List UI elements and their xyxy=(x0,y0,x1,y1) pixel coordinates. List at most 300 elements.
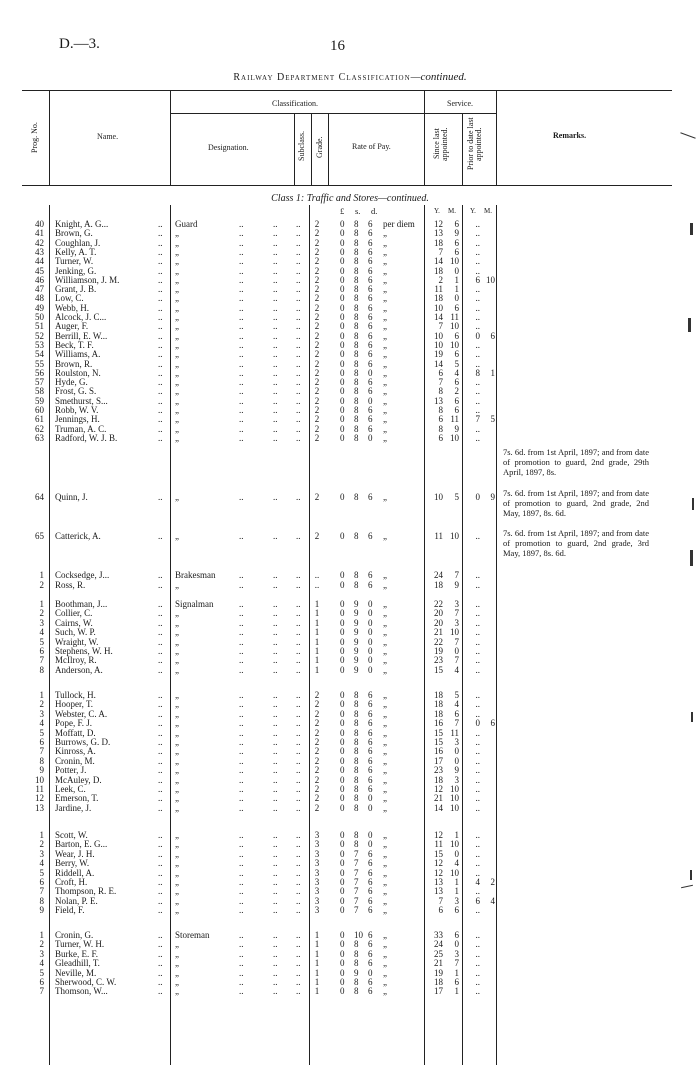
cell-desig: „ xyxy=(175,848,179,859)
cell-d: 6 xyxy=(368,848,373,859)
table-row xyxy=(0,905,700,915)
leader-dots: .. xyxy=(239,219,244,229)
leader-dots: .. xyxy=(158,265,163,276)
cell-d: 0 xyxy=(368,664,373,675)
cell-d: 6 xyxy=(368,930,373,940)
cell-d: 6 xyxy=(368,939,373,950)
cell-sm: 7 xyxy=(454,958,459,969)
cell-sm: 6 xyxy=(454,219,459,229)
cell-py: .. xyxy=(475,755,480,766)
cell-sm: 7 xyxy=(454,570,459,580)
cell-no: 1 xyxy=(39,830,44,840)
leader-dots: .. xyxy=(296,737,301,747)
cell-no: 40 xyxy=(35,219,44,229)
cell-py: .. xyxy=(475,256,480,267)
cell-sm: 6 xyxy=(454,930,459,940)
cell-l: 0 xyxy=(340,386,345,397)
leader-dots: .. xyxy=(158,405,163,415)
cell-desig: „ xyxy=(175,414,179,425)
cell-name: McAuley, D. xyxy=(55,774,102,785)
cell-no: 44 xyxy=(35,256,44,267)
cell-desig: „ xyxy=(175,256,179,267)
leader-dots: .. xyxy=(158,636,163,647)
leader-dots: .. xyxy=(158,580,163,590)
leader-dots: .. xyxy=(273,256,278,267)
leader-dots: .. xyxy=(296,793,301,804)
cell-s: 9 xyxy=(354,627,359,638)
cell-sm: 1 xyxy=(454,877,459,887)
cell-l: 0 xyxy=(340,867,345,878)
cell-l: 0 xyxy=(340,746,345,757)
cell-l: 0 xyxy=(340,570,345,580)
cell-no: 1 xyxy=(39,570,44,580)
cell-d: 6 xyxy=(368,886,373,897)
leader-dots: .. xyxy=(158,302,163,313)
cell-l: 0 xyxy=(340,256,345,267)
leader-dots: .. xyxy=(158,293,163,304)
cell-grade: 2 xyxy=(314,774,320,785)
cell-no: 7 xyxy=(39,986,44,997)
margin-mark xyxy=(690,223,693,235)
cell-no: 54 xyxy=(35,349,44,360)
leader-dots: .. xyxy=(239,948,244,959)
cell-grade: 2 xyxy=(314,765,320,776)
cell-s: 7 xyxy=(354,848,359,859)
leader-dots: .. xyxy=(158,755,163,766)
cell-l: 0 xyxy=(340,755,345,766)
leader-dots: .. xyxy=(239,930,244,940)
leader-dots: .. xyxy=(296,617,301,628)
leader-dots: .. xyxy=(273,802,278,813)
cell-no: 55 xyxy=(35,358,44,369)
cell-sm: 10 xyxy=(450,256,459,267)
cell-no: 2 xyxy=(39,580,44,590)
cell-name: Smethurst, S... xyxy=(55,395,108,406)
cell-d: 6 xyxy=(368,265,373,276)
cell-py: .. xyxy=(475,246,480,257)
leader-dots: .. xyxy=(296,274,301,285)
cell-sy: 19 xyxy=(434,646,443,656)
cell-py: .. xyxy=(475,765,480,776)
leader-dots: .. xyxy=(239,492,244,502)
cell-desig: „ xyxy=(175,423,179,434)
leader-dots: .. xyxy=(239,655,244,666)
cell-per: „ xyxy=(383,256,387,267)
cell-s: 8 xyxy=(354,302,359,313)
cell-d: 0 xyxy=(368,608,373,619)
cell-grade: 1 xyxy=(314,627,320,638)
cell-sy: 10 xyxy=(434,492,443,502)
cell-sm: 3 xyxy=(454,599,459,609)
grade-header: Grade. xyxy=(315,136,324,158)
leader-dots: .. xyxy=(158,690,163,700)
cell-sy: 8 xyxy=(438,405,443,415)
leader-dots: .. xyxy=(158,256,163,267)
cell-no: 50 xyxy=(35,312,44,322)
cell-py: .. xyxy=(475,905,480,916)
cell-l: 0 xyxy=(340,690,345,700)
cell-desig: „ xyxy=(175,708,179,719)
cell-py: 0 xyxy=(475,718,480,729)
leader-dots: .. xyxy=(158,414,163,425)
cell-s: 8 xyxy=(354,531,359,541)
cell-per: „ xyxy=(383,367,387,378)
leader-dots: .. xyxy=(296,367,301,378)
leader-dots: .. xyxy=(158,386,163,397)
cell-d: 6 xyxy=(368,746,373,757)
cell-s: 8 xyxy=(354,492,359,502)
cell-d: 6 xyxy=(368,312,373,322)
cell-desig: „ xyxy=(175,774,179,785)
cell-py: .. xyxy=(475,793,480,804)
leader-dots: .. xyxy=(273,293,278,304)
leader-dots: .. xyxy=(273,531,278,541)
cell-desig: „ xyxy=(175,432,179,443)
leader-dots: .. xyxy=(239,737,244,747)
cell-per: „ xyxy=(383,774,387,785)
cell-desig: Storeman xyxy=(175,930,210,940)
cell-grade: 2 xyxy=(314,492,320,502)
leader-dots: .. xyxy=(239,395,244,406)
cell-desig: „ xyxy=(175,339,179,350)
cell-no: 9 xyxy=(39,765,44,776)
cell-l: 0 xyxy=(340,377,345,388)
leader-dots: .. xyxy=(273,377,278,388)
leader-dots: .. xyxy=(273,386,278,397)
cell-name: Radford, W. J. B. xyxy=(55,432,118,443)
cell-sm: 3 xyxy=(454,617,459,628)
cell-py: .. xyxy=(475,737,480,747)
cell-no: 10 xyxy=(35,774,44,785)
leader-dots: .. xyxy=(273,718,278,729)
cell-sm: 7 xyxy=(454,636,459,647)
cell-sy: 18 xyxy=(434,293,443,304)
cell-no: 4 xyxy=(39,858,44,869)
leader-dots: .. xyxy=(296,339,301,350)
cell-per: „ xyxy=(383,939,387,950)
leader-dots: .. xyxy=(158,219,163,229)
cell-sm: 6 xyxy=(454,708,459,719)
cell-grade: 2 xyxy=(314,293,320,304)
cell-l: 0 xyxy=(340,708,345,719)
leader-dots: .. xyxy=(239,765,244,776)
cell-sm: 1 xyxy=(454,274,459,285)
cell-name: Cronin, G. xyxy=(55,930,94,940)
cell-name: Jardine, J. xyxy=(55,802,92,813)
cell-d: 0 xyxy=(368,830,373,840)
leader-dots: .. xyxy=(273,886,278,897)
cell-grade: 2 xyxy=(314,432,320,443)
margin-mark xyxy=(690,870,692,880)
leader-dots: .. xyxy=(158,237,163,248)
cell-name: Pope, F. J. xyxy=(55,718,93,729)
cell-l: 0 xyxy=(340,895,345,906)
cell-sy: 15 xyxy=(434,727,443,738)
cell-grade: 2 xyxy=(314,746,320,757)
leader-dots: .. xyxy=(239,256,244,267)
col-rule-7 xyxy=(462,113,463,185)
cell-d: 6 xyxy=(368,708,373,719)
cell-name: McIlroy, R. xyxy=(55,655,97,666)
leader-dots: .. xyxy=(273,339,278,350)
leader-dots: .. xyxy=(273,977,278,987)
cell-d: 0 xyxy=(368,655,373,666)
cell-grade: 2 xyxy=(314,414,320,425)
table-row xyxy=(0,433,700,443)
leader-dots: .. xyxy=(239,358,244,369)
cell-desig: „ xyxy=(175,386,179,397)
cell-name: Such, W. P. xyxy=(55,627,96,638)
cell-py: .. xyxy=(475,265,480,276)
leader-dots: .. xyxy=(239,967,244,978)
cell-d: 6 xyxy=(368,580,373,590)
cell-py: .. xyxy=(475,977,480,987)
cell-name: Riddell, A. xyxy=(55,867,95,878)
cell-no: 64 xyxy=(35,492,44,502)
cell-s: 8 xyxy=(354,349,359,360)
cell-d: 0 xyxy=(368,646,373,656)
cell-per: „ xyxy=(383,423,387,434)
cell-name: Webb, H. xyxy=(55,302,90,313)
cell-d: 6 xyxy=(368,948,373,959)
leader-dots: .. xyxy=(296,627,301,638)
cell-l: 0 xyxy=(340,293,345,304)
cell-py: 0 xyxy=(475,492,480,502)
cell-s: 8 xyxy=(354,405,359,415)
leader-dots: .. xyxy=(273,708,278,719)
cell-no: 47 xyxy=(35,284,44,295)
leader-dots: .. xyxy=(296,755,301,766)
cell-desig: „ xyxy=(175,377,179,388)
cell-desig: „ xyxy=(175,737,179,747)
cell-per: „ xyxy=(383,636,387,647)
leader-dots: .. xyxy=(158,246,163,257)
cell-s: 8 xyxy=(354,802,359,813)
cell-s: 8 xyxy=(354,755,359,766)
leader-dots: .. xyxy=(239,708,244,719)
cell-sm: 10 xyxy=(450,867,459,878)
leader-dots: .. xyxy=(296,867,301,878)
cell-py: .. xyxy=(475,939,480,950)
leader-dots: .. xyxy=(239,237,244,248)
leader-dots: .. xyxy=(239,367,244,378)
leader-dots: .. xyxy=(296,664,301,675)
cell-sm: 3 xyxy=(454,895,459,906)
cell-per: „ xyxy=(383,746,387,757)
leader-dots: .. xyxy=(239,636,244,647)
subclass-header: Subclass. xyxy=(297,131,306,161)
cell-no: 61 xyxy=(35,414,44,425)
cell-s: 9 xyxy=(354,646,359,656)
cell-py: .. xyxy=(475,774,480,785)
cell-py: .. xyxy=(475,655,480,666)
cell-sy: 22 xyxy=(434,636,443,647)
cell-d: 6 xyxy=(368,414,373,425)
cell-grade: 1 xyxy=(314,958,320,969)
cell-desig: Brakesman xyxy=(175,570,216,580)
leader-dots: .. xyxy=(296,746,301,757)
cell-name: Thomson, W... xyxy=(55,986,108,997)
cell-s: 8 xyxy=(354,395,359,406)
cell-py: .. xyxy=(475,727,480,738)
leader-dots: .. xyxy=(296,228,301,239)
leader-dots: .. xyxy=(158,646,163,656)
table-row xyxy=(0,570,700,580)
leader-dots: .. xyxy=(158,977,163,987)
cell-no: 3 xyxy=(39,617,44,628)
cell-no: 1 xyxy=(39,930,44,940)
leader-dots: .. xyxy=(296,599,301,609)
cell-no: 49 xyxy=(35,302,44,313)
cell-grade: 1 xyxy=(314,655,320,666)
cell-no: 7 xyxy=(39,746,44,757)
leader-dots: .. xyxy=(273,895,278,906)
cell-no: 5 xyxy=(39,636,44,647)
leader-dots: .. xyxy=(239,830,244,840)
cell-l: 0 xyxy=(340,608,345,619)
leader-dots: .. xyxy=(158,312,163,322)
leader-dots: .. xyxy=(239,580,244,590)
cell-l: 0 xyxy=(340,627,345,638)
cell-py: .. xyxy=(475,664,480,675)
leader-dots: .. xyxy=(239,958,244,969)
leader-dots: .. xyxy=(239,349,244,360)
leader-dots: .. xyxy=(273,793,278,804)
leader-dots: .. xyxy=(273,492,278,502)
cell-s: 8 xyxy=(354,293,359,304)
cell-no: 2 xyxy=(39,608,44,619)
cell-sm: 5 xyxy=(454,358,459,369)
cell-sy: 19 xyxy=(434,349,443,360)
cell-s: 8 xyxy=(354,367,359,378)
leader-dots: .. xyxy=(239,839,244,850)
leader-dots: .. xyxy=(273,237,278,248)
cell-grade: .. xyxy=(314,580,320,590)
cell-no: 48 xyxy=(35,293,44,304)
leader-dots: .. xyxy=(158,699,163,710)
cell-d: 6 xyxy=(368,977,373,987)
leader-dots: .. xyxy=(273,774,278,785)
prior-to-date-header: Prior to date last appointed. xyxy=(466,117,483,171)
cell-desig: „ xyxy=(175,655,179,666)
cell-per: „ xyxy=(383,627,387,638)
cell-s: 8 xyxy=(354,948,359,959)
cell-s: 8 xyxy=(354,414,359,425)
leader-dots: .. xyxy=(273,967,278,978)
cell-desig: „ xyxy=(175,617,179,628)
cell-py: .. xyxy=(475,395,480,406)
unit-years-prior: Y. xyxy=(470,207,476,215)
cell-desig: „ xyxy=(175,531,179,541)
cell-s: 8 xyxy=(354,839,359,850)
cell-per: „ xyxy=(383,395,387,406)
leader-dots: .. xyxy=(273,830,278,840)
margin-mark xyxy=(690,550,693,566)
unit-years: Y. xyxy=(434,207,440,215)
cell-grade: 2 xyxy=(314,784,320,794)
cell-s: 8 xyxy=(354,830,359,840)
leader-dots: .. xyxy=(239,727,244,738)
margin-mark xyxy=(680,132,695,138)
leader-dots: .. xyxy=(296,432,301,443)
cell-no: 43 xyxy=(35,246,44,257)
leader-dots: .. xyxy=(158,617,163,628)
table-top-rule xyxy=(22,90,672,91)
cell-s: 8 xyxy=(354,708,359,719)
leader-dots: .. xyxy=(296,219,301,229)
leader-dots: .. xyxy=(273,580,278,590)
cell-py: .. xyxy=(475,580,480,590)
cell-l: 0 xyxy=(340,321,345,332)
cell-l: 0 xyxy=(340,784,345,794)
cell-name: Tullock, H. xyxy=(55,690,96,700)
cell-l: 0 xyxy=(340,939,345,950)
cell-d: 0 xyxy=(368,967,373,978)
leader-dots: .. xyxy=(296,395,301,406)
cell-d: 6 xyxy=(368,321,373,332)
leader-dots: .. xyxy=(239,848,244,859)
cell-sy: 23 xyxy=(434,765,443,776)
leader-dots: .. xyxy=(273,784,278,794)
cell-name: Collier, C. xyxy=(55,608,93,619)
cell-s: 7 xyxy=(354,886,359,897)
cell-name: Jennings, H. xyxy=(55,414,100,425)
cell-no: 46 xyxy=(35,274,44,285)
cell-sy: 2 xyxy=(438,274,443,285)
cell-sm: 10 xyxy=(450,784,459,794)
leader-dots: .. xyxy=(273,905,278,916)
leader-dots: .. xyxy=(158,886,163,897)
cell-sy: 18 xyxy=(434,237,443,248)
cell-py: .. xyxy=(475,405,480,415)
cell-py: .. xyxy=(475,839,480,850)
cell-name: Cairns, W. xyxy=(55,617,93,628)
cell-sy: 21 xyxy=(434,958,443,969)
cell-grade: 2 xyxy=(314,386,320,397)
cell-grade: 2 xyxy=(314,349,320,360)
cell-s: 9 xyxy=(354,617,359,628)
cell-grade: 2 xyxy=(314,237,320,248)
leader-dots: .. xyxy=(239,877,244,887)
cell-desig: „ xyxy=(175,627,179,638)
leader-dots: .. xyxy=(239,718,244,729)
cell-s: 8 xyxy=(354,774,359,785)
cell-name: Auger, F. xyxy=(55,321,89,332)
cell-sy: 12 xyxy=(434,858,443,869)
cell-l: 0 xyxy=(340,646,345,656)
cell-sm: 2 xyxy=(454,386,459,397)
cell-l: 0 xyxy=(340,793,345,804)
cell-sy: 24 xyxy=(434,939,443,950)
cell-l: 0 xyxy=(340,802,345,813)
cell-per: „ xyxy=(383,877,387,887)
cell-py: .. xyxy=(475,358,480,369)
cell-py: .. xyxy=(475,570,480,580)
leader-dots: .. xyxy=(296,905,301,916)
leader-dots: .. xyxy=(296,312,301,322)
leader-dots: .. xyxy=(239,690,244,700)
cell-desig: „ xyxy=(175,858,179,869)
cell-s: 8 xyxy=(354,690,359,700)
leader-dots: .. xyxy=(273,958,278,969)
cell-l: 0 xyxy=(340,664,345,675)
remark-65: 7s. 6d. from 1st April, 1897; and from date of promotion to guard, 2nd grade, 3rd May, 1897, 8s. 6d. xyxy=(503,528,649,558)
leader-dots: .. xyxy=(296,636,301,647)
cell-l: 0 xyxy=(340,284,345,295)
cell-s: 9 xyxy=(354,664,359,675)
cell-s: 8 xyxy=(354,765,359,776)
cell-name: Webster, C. A. xyxy=(55,708,108,719)
